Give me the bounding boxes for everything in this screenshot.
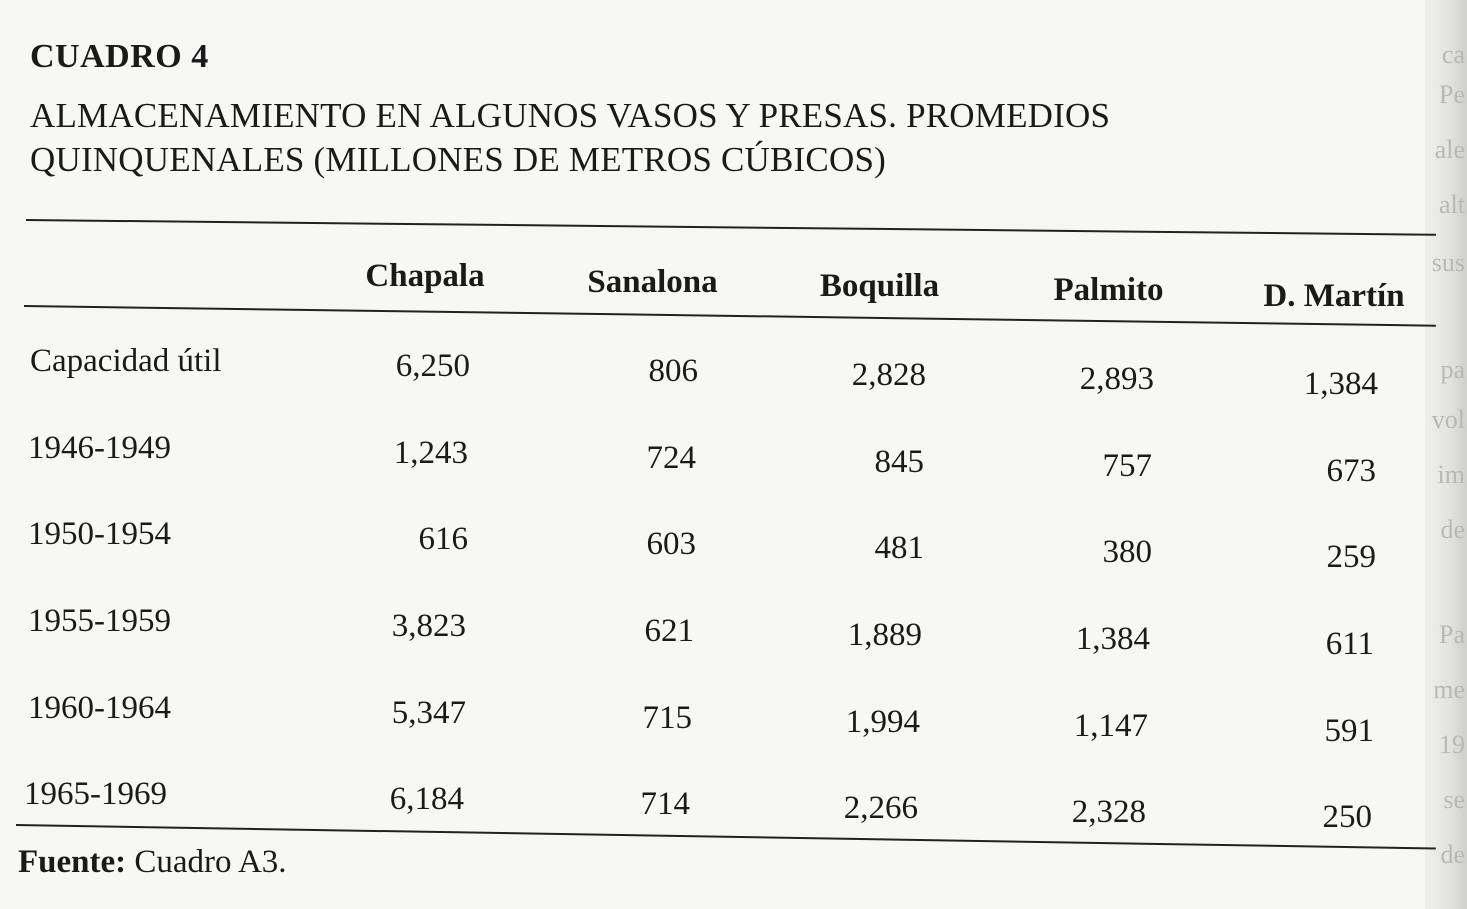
table-title-line-1: ALMACENAMIENTO EN ALGUNOS VASOS Y PRESAS. PROMEDIOS bbox=[30, 96, 1111, 135]
table-title-line-2: QUINQUENALES (MILLONES DE METROS CÚBICOS) bbox=[30, 140, 886, 179]
table-cell: 616 bbox=[418, 521, 468, 557]
table-cell: 250 bbox=[1322, 799, 1372, 835]
table-cell: 757 bbox=[1102, 448, 1152, 484]
table-number: CUADRO 4 bbox=[30, 38, 209, 75]
row-label: 1950-1954 bbox=[28, 516, 171, 552]
adjacent-page-fragment: de bbox=[1440, 840, 1465, 869]
table-cell: 380 bbox=[1102, 534, 1152, 570]
source-label: Fuente: bbox=[18, 844, 127, 880]
table-cell: 6,250 bbox=[395, 348, 470, 384]
header-rule bbox=[24, 305, 1436, 327]
table-cell: 5,347 bbox=[391, 695, 466, 731]
table-cell: 806 bbox=[648, 353, 698, 389]
column-header-boquilla: Boquilla bbox=[819, 268, 940, 304]
adjacent-page-fragment: Pe bbox=[1439, 80, 1465, 109]
table-cell: 2,828 bbox=[851, 357, 926, 393]
adjacent-page-fragment: pa bbox=[1440, 355, 1465, 384]
row-label: 1955-1959 bbox=[28, 603, 171, 639]
row-label: 1960-1964 bbox=[28, 690, 171, 726]
table-cell: 673 bbox=[1326, 453, 1376, 489]
table-cell: 714 bbox=[640, 786, 690, 822]
row-label: Capacidad útil bbox=[30, 343, 222, 379]
table-cell: 715 bbox=[642, 700, 692, 736]
column-header-d-martin: D. Martín bbox=[1263, 278, 1405, 314]
table-cell: 1,384 bbox=[1303, 366, 1378, 402]
adjacent-page-fragment: ca bbox=[1441, 40, 1465, 69]
adjacent-page-fragment: ale bbox=[1434, 135, 1465, 164]
table-cell: 611 bbox=[1325, 626, 1374, 662]
table-cell: 845 bbox=[874, 444, 924, 480]
column-header-sanalona: Sanalona bbox=[587, 264, 718, 300]
table-cell: 2,266 bbox=[843, 790, 918, 826]
adjacent-page-fragment: vol bbox=[1431, 405, 1465, 434]
adjacent-page-fragment: de bbox=[1440, 515, 1465, 544]
adjacent-page-fragment: me bbox=[1433, 675, 1465, 704]
adjacent-page-fragment: alt bbox=[1439, 190, 1465, 219]
source-note bbox=[18, 844, 287, 881]
table-cell: 1,147 bbox=[1073, 708, 1148, 744]
table-cell: 1,243 bbox=[393, 435, 468, 471]
table-cell: 1,384 bbox=[1075, 621, 1150, 657]
table-cell: 724 bbox=[646, 440, 696, 476]
column-header-palmito: Palmito bbox=[1053, 272, 1164, 308]
table-cell: 2,328 bbox=[1071, 794, 1146, 830]
adjacent-page-edge bbox=[1425, 0, 1467, 909]
row-label: 1946-1949 bbox=[28, 430, 171, 466]
table-cell: 603 bbox=[646, 526, 696, 562]
table-cell: 6,184 bbox=[389, 781, 464, 817]
adjacent-page-fragment: se bbox=[1443, 785, 1465, 814]
adjacent-page-fragment: 19 bbox=[1439, 730, 1465, 759]
adjacent-page-fragment: im bbox=[1437, 460, 1465, 489]
table-cell: 2,893 bbox=[1079, 361, 1154, 397]
source-text: Cuadro A3. bbox=[134, 844, 287, 880]
adjacent-page-fragment: sus bbox=[1431, 248, 1465, 277]
column-header-chapala: Chapala bbox=[365, 258, 485, 294]
table-cell: 259 bbox=[1326, 539, 1376, 575]
top-rule bbox=[26, 219, 1436, 236]
row-label: 1965-1969 bbox=[24, 776, 167, 812]
table-cell: 1,889 bbox=[847, 617, 922, 653]
table-cell: 621 bbox=[644, 613, 694, 649]
table-cell: 3,823 bbox=[391, 608, 466, 644]
table-cell: 1,994 bbox=[845, 704, 920, 740]
adjacent-page-fragment: Pa bbox=[1439, 620, 1465, 649]
table-cell: 481 bbox=[874, 530, 924, 566]
table-cell: 591 bbox=[1324, 713, 1374, 749]
